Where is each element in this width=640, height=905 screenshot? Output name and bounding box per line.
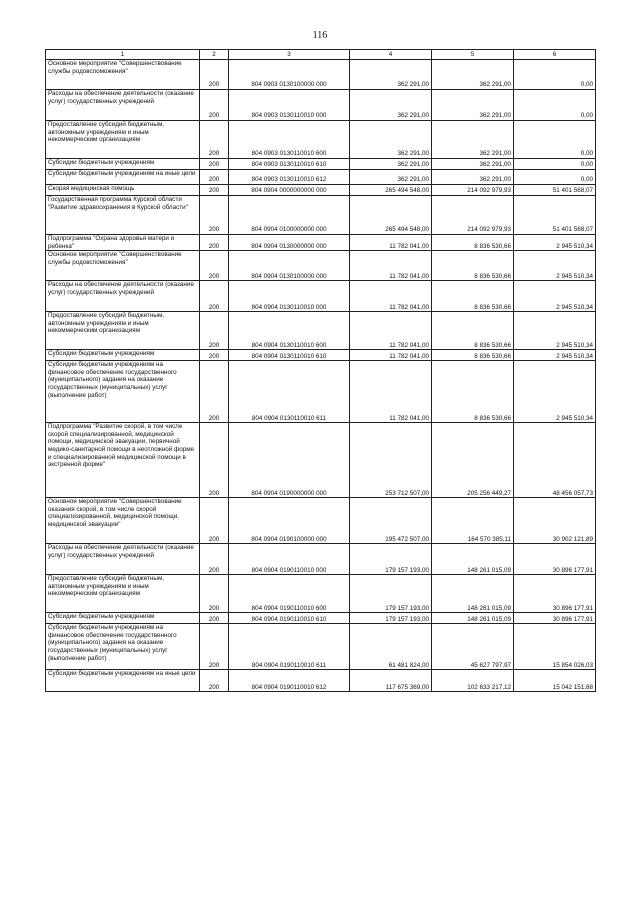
amount-executed: 8 836 530,66 [432,312,514,350]
line-number: 200 [200,251,229,281]
row-label: Субсидии бюджетным учреждениям [46,159,200,170]
line-number: 200 [200,423,229,498]
budget-code: 804 0903 0130110010 000 [229,90,350,121]
amount-approved: 362 291,00 [350,121,432,159]
row-label: Субсидии бюджетным учреждениям [46,350,200,361]
amount-executed: 102 633 217,12 [432,670,514,692]
amount-executed: 362 291,00 [432,90,514,121]
amount-executed: 205 256 449,27 [432,423,514,498]
amount-remaining: 51 401 568,07 [514,185,596,196]
budget-code: 804 0904 0190110010 610 [229,613,350,624]
row-label: Предоставление субсидий бюджетным, автономным учреждениям и иным некоммерческим организациям [46,121,200,159]
amount-executed: 8 836 530,66 [432,281,514,312]
row-label: Расходы на обеспечение деятельности (оказание услуг) государственных учреждений [46,90,200,121]
line-number: 200 [200,170,229,185]
budget-code: 804 0903 0130100000 000 [229,60,350,90]
amount-remaining: 2 945 510,34 [514,251,596,281]
table-row [46,544,596,575]
amount-remaining: 2 945 510,34 [514,235,596,251]
amount-executed: 148 261 015,09 [432,613,514,624]
line-number: 200 [200,544,229,575]
amount-remaining: 15 854 026,03 [514,624,596,670]
row-label: Расходы на обеспечение деятельности (оказание услуг) государственных учреждений [46,281,200,312]
row-label: Расходы на обеспечение деятельности (оказание услуг) государственных учреждений [46,544,200,575]
budget-code: 804 0903 0130110010 600 [229,121,350,159]
amount-remaining: 0,00 [514,170,596,185]
column-header: 6 [514,50,596,60]
table-row [46,251,596,281]
amount-approved: 61 481 824,00 [350,624,432,670]
budget-code: 804 0904 0130110010 000 [229,281,350,312]
budget-code: 804 0903 0130110010 612 [229,170,350,185]
amount-approved: 179 157 193,00 [350,613,432,624]
line-number: 200 [200,350,229,361]
amount-approved: 11 782 041,00 [350,281,432,312]
table-row [46,170,596,185]
amount-remaining: 30 902 121,89 [514,498,596,544]
table-row [46,423,596,498]
budget-code: 804 0904 0000000000 000 [229,185,350,196]
budget-code: 804 0904 0130110010 611 [229,361,350,423]
budget-code: 804 0904 0190110010 611 [229,624,350,670]
amount-remaining: 0,00 [514,60,596,90]
amount-executed: 362 291,00 [432,60,514,90]
amount-approved: 179 157 193,00 [350,544,432,575]
amount-remaining: 0,00 [514,121,596,159]
amount-remaining: 0,00 [514,159,596,170]
line-number: 200 [200,613,229,624]
amount-approved: 362 291,00 [350,159,432,170]
amount-executed: 148 261 015,09 [432,544,514,575]
table-row [46,498,596,544]
line-number: 200 [200,121,229,159]
amount-remaining: 2 945 510,34 [514,312,596,350]
table-row [46,185,596,196]
row-label: Подпрограмма "Охрана здоровья матери и ребенка" [46,235,200,251]
budget-code: 804 0903 0130110010 610 [229,159,350,170]
amount-approved: 265 494 548,00 [350,196,432,235]
row-label: Основное мероприятие "Совершенствование службы родовспоможения" [46,60,200,90]
row-label: Субсидии бюджетным учреждениям на иные цели [46,670,200,692]
amount-remaining: 30 896 177,91 [514,544,596,575]
table-row [46,350,596,361]
line-number: 200 [200,196,229,235]
amount-approved: 11 782 041,00 [350,251,432,281]
line-number: 200 [200,670,229,692]
amount-remaining: 2 945 510,34 [514,281,596,312]
budget-code: 804 0904 0190110010 000 [229,544,350,575]
row-label: Основное мероприятие "Совершенствование оказания скорой, в том числе скорой специализированной, медицинской помощи, медицинской эвакуации" [46,498,200,544]
row-label: Субсидии бюджетным учреждениям на финансовое обеспечение государственного (муниципального) задания на оказание государственных (муниципальных) услуг (выполнение работ) [46,361,200,423]
line-number: 200 [200,498,229,544]
table-row [46,624,596,670]
amount-executed: 214 092 979,93 [432,185,514,196]
table-row [46,60,596,90]
line-number: 200 [200,361,229,423]
amount-approved: 362 291,00 [350,60,432,90]
amount-remaining: 0,00 [514,90,596,121]
table-row [46,281,596,312]
amount-approved: 11 782 041,00 [350,361,432,423]
amount-approved: 117 675 369,00 [350,670,432,692]
amount-executed: 45 627 797,97 [432,624,514,670]
amount-executed: 164 570 385,11 [432,498,514,544]
row-label: Субсидии бюджетным учреждениям на финансовое обеспечение государственного (муниципального) задания на оказание государственных (муниципальных) услуг (выполнение работ) [46,624,200,670]
column-header: 3 [229,50,350,60]
line-number: 200 [200,60,229,90]
row-label: Предоставление субсидий бюджетным, автономным учреждениям и иным некоммерческим организациям [46,312,200,350]
amount-executed: 8 836 530,66 [432,350,514,361]
amount-approved: 179 157 193,00 [350,575,432,613]
line-number: 200 [200,159,229,170]
column-header: 5 [432,50,514,60]
amount-approved: 11 782 041,00 [350,235,432,251]
amount-approved: 362 291,00 [350,90,432,121]
budget-code: 804 0904 0190110010 600 [229,575,350,613]
budget-code: 804 0904 0100000000 000 [229,196,350,235]
table-row [46,90,596,121]
amount-approved: 11 782 041,00 [350,350,432,361]
row-label: Субсидии бюджетным учреждениям на иные цели [46,170,200,185]
amount-executed: 362 291,00 [432,159,514,170]
column-header: 1 [46,50,200,60]
amount-approved: 11 782 041,00 [350,312,432,350]
table-row [46,235,596,251]
amount-approved: 195 472 507,00 [350,498,432,544]
row-label: Предоставление субсидий бюджетным, автономным учреждениям и иным некоммерческим организациям [46,575,200,613]
row-label: Основное мероприятие "Совершенствование службы родовспоможения" [46,251,200,281]
budget-code: 804 0904 0190000000 000 [229,423,350,498]
amount-remaining: 48 456 057,73 [514,423,596,498]
line-number: 200 [200,90,229,121]
line-number: 200 [200,575,229,613]
row-label: Государственная программа Курской области "Развитие здравоохранения в Курской области" [46,196,200,235]
table-row [46,670,596,692]
row-label: Субсидии бюджетным учреждениям [46,613,200,624]
budget-table [45,49,596,692]
row-label: Подпрограмма "Развитие скорой, в том числе скорой специализированной, медицинской помощи, медицинской эвакуации, первичной медико-санитарной помощи в неотложной форме и специализированной медицинской помощи в экстренной форме" [46,423,200,498]
table-row [46,196,596,235]
amount-remaining: 15 042 151,88 [514,670,596,692]
amount-remaining: 2 945 510,34 [514,361,596,423]
budget-code: 804 0904 0130100000 000 [229,251,350,281]
amount-remaining: 2 945 510,34 [514,350,596,361]
budget-code: 804 0904 0190110010 612 [229,670,350,692]
line-number: 200 [200,624,229,670]
column-header: 4 [350,50,432,60]
amount-executed: 362 291,00 [432,121,514,159]
page-number: 116 [312,30,328,41]
amount-executed: 8 836 530,66 [432,361,514,423]
table-header-row [46,50,596,60]
table-row [46,575,596,613]
amount-executed: 8 836 530,66 [432,251,514,281]
amount-approved: 265 494 548,00 [350,185,432,196]
table-row [46,361,596,423]
column-header: 2 [200,50,229,60]
table-row [46,312,596,350]
amount-executed: 214 092 979,93 [432,196,514,235]
row-label: Скорая медицинская помощь [46,185,200,196]
budget-code: 804 0904 0190100000 000 [229,498,350,544]
budget-code: 804 0904 0130110010 600 [229,312,350,350]
line-number: 200 [200,235,229,251]
amount-remaining: 30 896 177,91 [514,575,596,613]
table-row [46,613,596,624]
budget-code: 804 0904 0130110010 610 [229,350,350,361]
line-number: 200 [200,281,229,312]
amount-executed: 8 836 530,66 [432,235,514,251]
budget-code: 804 0904 0130000000 000 [229,235,350,251]
amount-approved: 253 712 507,00 [350,423,432,498]
amount-remaining: 51 401 568,07 [514,196,596,235]
table-row [46,121,596,159]
line-number: 200 [200,185,229,196]
amount-executed: 148 261 015,09 [432,575,514,613]
amount-executed: 362 291,00 [432,170,514,185]
amount-approved: 362 291,00 [350,170,432,185]
line-number: 200 [200,312,229,350]
table-row [46,159,596,170]
amount-remaining: 30 896 177,91 [514,613,596,624]
